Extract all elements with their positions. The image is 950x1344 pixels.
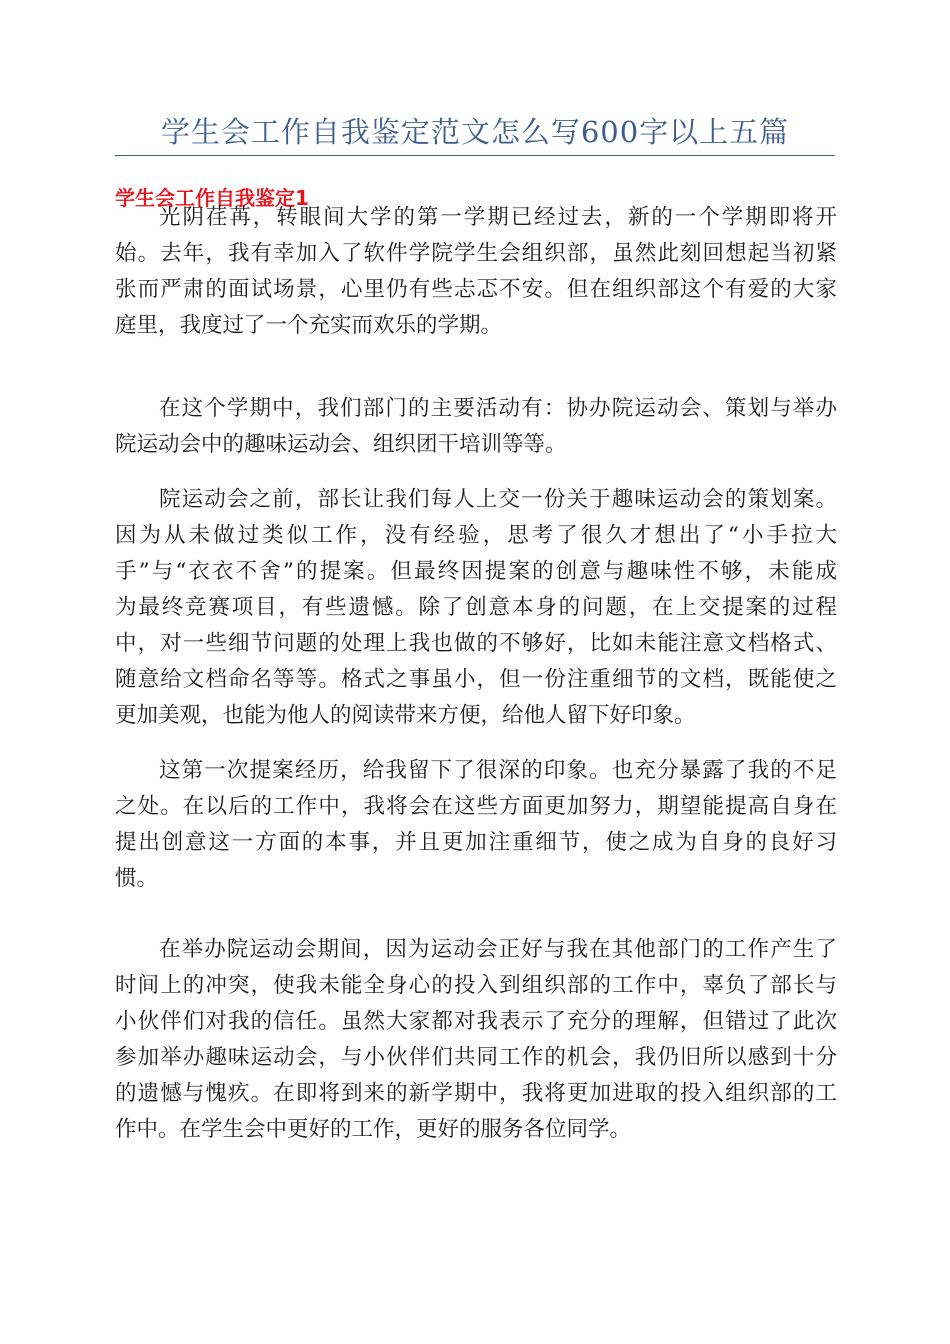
text-line: 院运动会中的趣味运动会、组织团干培训等等。 [115, 432, 567, 457]
text-line: 时间上的冲突，使我未能全身心的投入到组织部的工作中，辜负了部长与 [115, 973, 837, 998]
text-line: 小伙伴们对我的信任。虽然大家都对我表示了充分的理解，但错过了此次 [115, 1009, 837, 1034]
text-line: 光阴荏苒，转眼间大学的第一学期已经过去，新的一个学期即将开 [159, 205, 837, 230]
text-line: 这第一次提案经历，给我留下了很深的印象。也充分暴露了我的不足 [159, 758, 837, 783]
text-line: 中，对一些细节问题的处理上我也做的不够好，比如未能注意文档格式、 [115, 631, 837, 656]
text-line: 提出创意这一方面的本事，并且更加注重细节，使之成为自身的良好习 [115, 830, 837, 855]
text-line: 的遗憾与愧疚。在即将到来的新学期中，我将更加进取的投入组织部的工 [115, 1081, 837, 1106]
paragraph-1 [115, 200, 837, 344]
text-line: 庭里，我度过了一个充实而欢乐的学期。 [115, 313, 503, 338]
paragraph-5 [115, 932, 837, 1148]
paragraph-4 [115, 753, 837, 897]
text-line: 始。去年，我有幸加入了软件学院学生会组织部，虽然此刻回想起当初紧 [115, 241, 837, 266]
text-line: 在举办院运动会期间，因为运动会正好与我在其他部门的工作产生了 [159, 937, 837, 962]
text-line: 更加美观，也能为他人的阅读带来方便，给他人留下好印象。 [115, 703, 696, 728]
text-line: 院运动会之前，部长让我们每人上交一份关于趣味运动会的策划案。 [159, 487, 837, 512]
text-line: 惯。 [115, 866, 159, 891]
paragraph-2 [115, 391, 837, 463]
section-heading: 学生会工作自我鉴定1 [115, 186, 309, 210]
text-line: 作中。在学生会中更好的工作，更好的服务各位同学。 [115, 1117, 632, 1142]
text-line: 为最终竞赛项目，有些遗憾。除了创意本身的问题，在上交提案的过程 [115, 595, 837, 620]
text-line: 在这个学期中，我们部门的主要活动有：协办院运动会、策划与举办 [159, 396, 837, 421]
document-title: 学生会工作自我鉴定范文怎么写600字以上五篇 [160, 115, 790, 149]
text-line: 手”与“衣衣不舍”的提案。但最终因提案的创意与趣味性不够，未能成 [115, 559, 837, 584]
paragraph-3 [115, 482, 837, 734]
text-line: 随意给文档命名等等。格式之事虽小，但一份注重细节的文档，既能使之 [115, 667, 837, 692]
title-underline [115, 155, 835, 156]
text-line: 因为从未做过类似工作，没有经验，思考了很久才想出了“小手拉大 [115, 523, 837, 548]
text-line: 之处。在以后的工作中，我将会在这些方面更加努力，期望能提高自身在 [115, 794, 837, 819]
text-line: 张而严肃的面试场景，心里仍有些忐忑不安。但在组织部这个有爱的大家 [115, 277, 837, 302]
text-line: 参加举办趣味运动会，与小伙伴们共同工作的机会，我仍旧所以感到十分 [115, 1045, 837, 1070]
